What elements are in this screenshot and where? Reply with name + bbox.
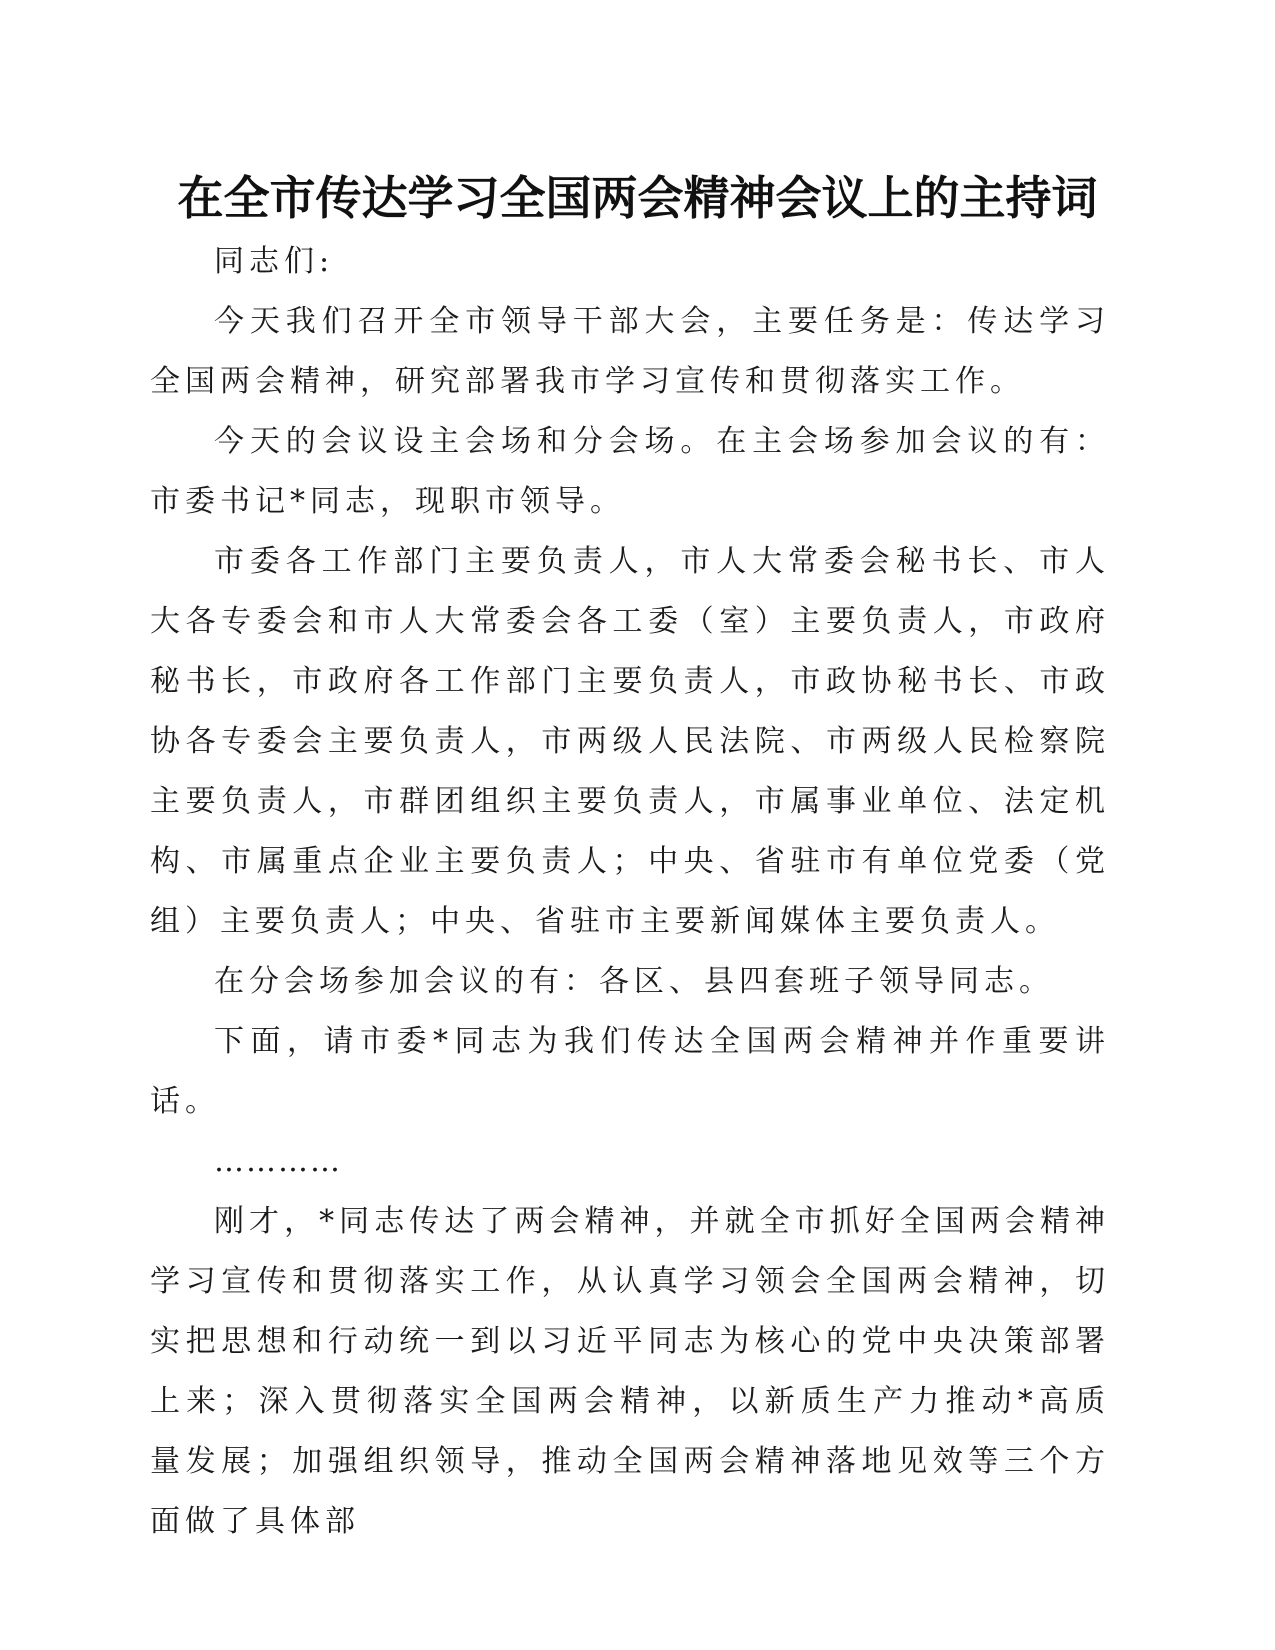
paragraph-attendees: 市委各工作部门主要负责人，市人大常委会秘书长、市人大各专委会和市人大常委会各工委（室）主要负责人，市政府秘书长，市政府各工作部门主要负责人，市政协秘书长、市政协各专委会主要负责人，市两级人民法院、市两级人民检察院主要负责人，市群团组织主要负责人，市属事业单位、法定机构、市属重点企业主要负责人；中央、省驻市有单位党委（党组）主要负责人；中央、省驻市主要新闻媒体主要负责人。 (150, 544, 1110, 939)
paragraph-main-venue: 今天的会议设主会场和分会场。在主会场参加会议的有：市委书记*同志，现职市领导。 (150, 424, 1110, 519)
document-title: 在全市传达学习全国两会精神会议上的主持词 (177, 171, 1098, 225)
paragraph-speech-intro: 下面，请市委*同志为我们传达全国两会精神并作重要讲话。 (150, 1024, 1110, 1119)
paragraph-meeting-purpose: 今天我们召开全市领导干部大会，主要任务是：传达学习全国两会精神，研究部署我市学习宣传和贯彻落实工作。 (150, 304, 1110, 399)
paragraph-branch-venue: 在分会场参加会议的有：各区、县四套班子领导同志。 (214, 964, 1054, 999)
paragraph-salutation: 同志们: (214, 244, 335, 279)
document-body (150, 232, 1110, 1552)
paragraph-ellipsis: ………… (214, 1144, 342, 1179)
paragraph-summary: 刚才，*同志传达了两会精神，并就全市抓好全国两会精神学习宣传和贯彻落实工作，从认真学习领会全国两会精神，切实把思想和行动统一到以习近平同志为核心的党中央决策部署上来；深入贯彻落实全国两会精神，以新质生产力推动*高质量发展；加强组织领导，推动全国两会精神落地见效等三个方面做了具体部 (150, 1204, 1110, 1539)
